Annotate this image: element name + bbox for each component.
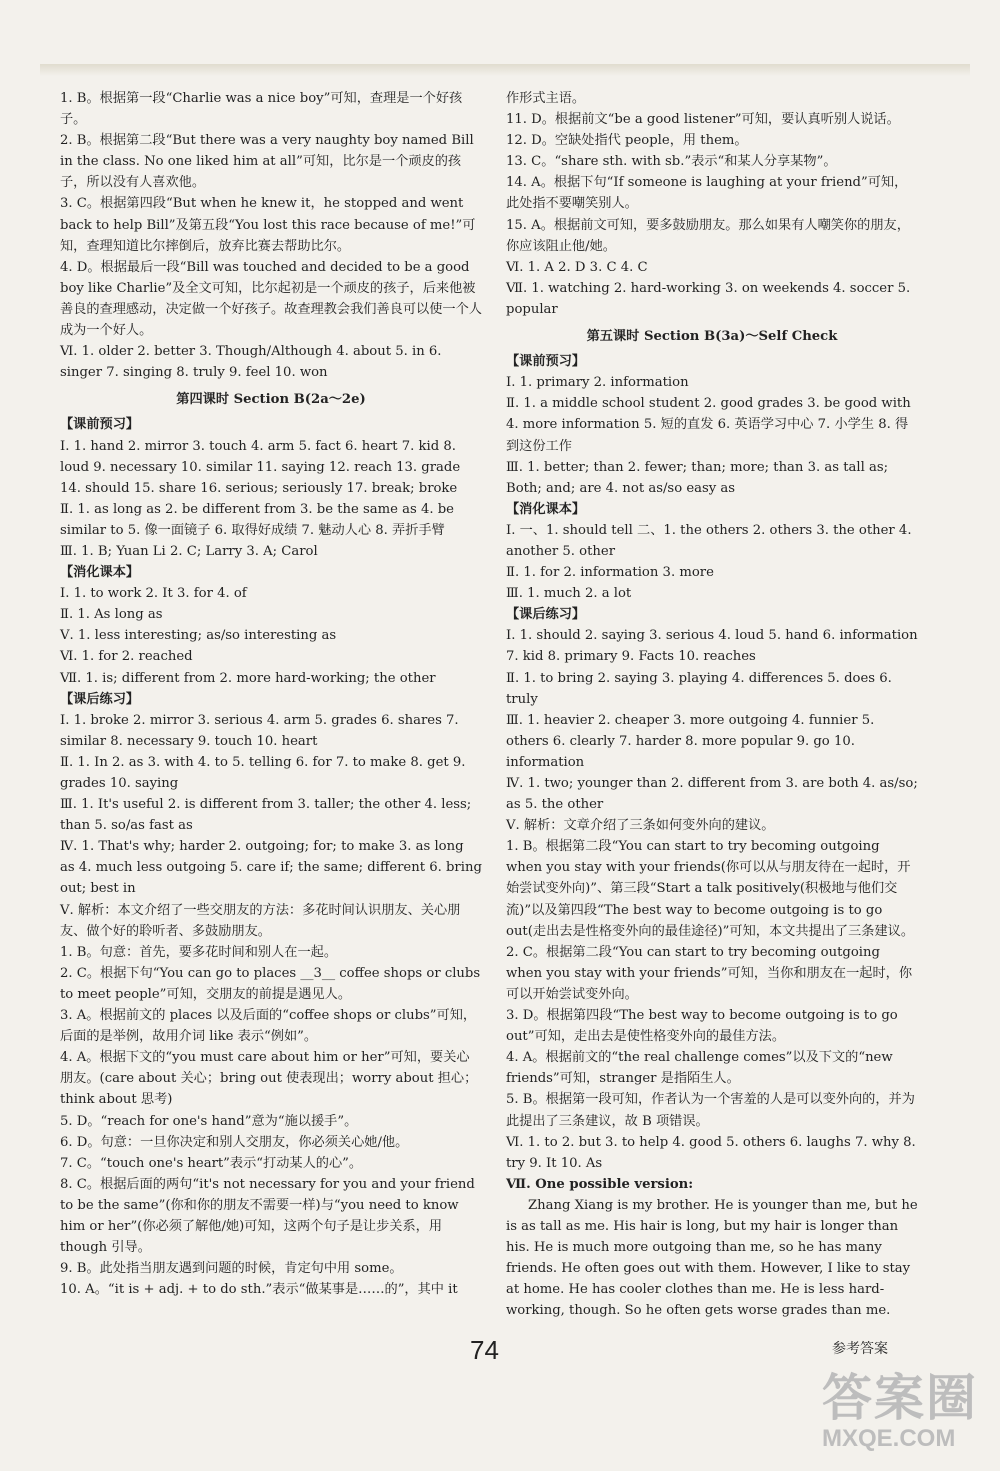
answer-line: 13. C。“share sth. with sb.”表示“和某人分享某物”。 <box>506 154 837 170</box>
answer-line: Ⅳ. 1. That's why; harder 2. outgoing; for; to make 3. as long as 4. much less outgoing 5. care if; the same; different 6. bring out; best in <box>60 839 482 897</box>
watermark-url: MXQE.COM <box>822 1425 956 1452</box>
answer-line: 3. A。根据前文的 places 以及后面的“coffee shops or clubs”可知，后面的是举例，故用介词 like 表示“例如”。 <box>60 1008 477 1045</box>
answer-line: Ⅱ. 1. a middle school student 2. good grades 3. be good with 4. more information 5. 短的直发 6. 英语学习中心 7. 小学生 8. 得到这份工作 <box>506 396 911 454</box>
answer-line: 4. A。根据下文的“you must care about him or her”可知，要关心朋友。(care about 关心；bring out 使表现出；worry about 担心；think about 思考) <box>60 1050 478 1108</box>
section-heading: 【消化课本】 <box>506 501 586 517</box>
answer-line: Ⅰ. 一、1. should tell 二、1. the others 2. others 3. the other 4. another 5. other <box>506 522 912 559</box>
answer-line: 4. D。根据最后一段“Bill was touched and decided to be a good boy like Charlie”及全文可知，比尔起初是一个顽皮的孩子，后来他被善良的查理感动，决定做一个好孩子。故查理教会我们善良可以使一个人成为一个好人。 <box>60 259 482 339</box>
answer-line: Ⅰ. 1. hand 2. mirror 3. touch 4. arm 5. fact 6. heart 7. kid 8. loud 9. necessary 10. similar 11. saying 12. reach 13. grade 14. should 15. share 16. serious; seriously 17. break; broke <box>60 438 461 496</box>
section-heading: 【消化课本】 <box>60 565 140 581</box>
answer-line: 2. C。根据第二段“You can start to try becoming outgoing when you stay with your friends”可知，当你和朋友在一起时，你可以开始尝试变外向。 <box>506 944 913 1002</box>
top-scan-edge <box>40 64 970 76</box>
section-title: 第五课时 Section B(3a)～Self Check <box>586 329 838 345</box>
answer-line: 2. C。根据下句“You can go to places __3__ coffee shops or clubs to meet people”可知，交朋友的前提是遇见人。 <box>60 965 481 1002</box>
answer-line: 4. A。根据前文的“the real challenge comes”以及下文的“new friends”可知，stranger 是指陌生人。 <box>506 1050 893 1087</box>
watermark-logo <box>822 1370 980 1458</box>
answer-line: 3. D。根据第四段“The best way to become outgoing is to go out”可知，走出去是使性格变外向的最佳方法。 <box>506 1008 898 1045</box>
answer-line: Ⅴ. 解析：本文介绍了一些交朋友的方法：多花时间认识朋友、关心朋友、做个好的聆听者、多鼓励朋友。 <box>60 902 461 939</box>
answer-line: 10. A。“it is + adj. + to do sth.”表示“做某事是……的”，其中 it <box>60 1282 458 1298</box>
section-heading: 【课前预习】 <box>506 354 586 370</box>
answer-line: Ⅴ. 1. less interesting; as/so interesting as <box>60 628 337 644</box>
answer-line: 1. B。根据第二段“You can start to try becoming outgoing when you stay with your friends(你可以从与朋友待在一起时，开始尝试变外向)”、第三段“Start a talk positively(积极地与他们交流)”以及第四段“The best way to become outgoing is to go out(走出去是性格变外向的最佳途径)”可知，本文共提出了三条建议。 <box>506 839 915 939</box>
answer-line: Ⅱ. 1. for 2. information 3. more <box>506 565 714 581</box>
answer-line: Ⅲ. 1. better; than 2. fewer; than; more; than 3. as tall as; Both; and; are 4. not as/so easy as <box>506 459 889 496</box>
answer-line: 9. B。此处指当朋友遇到问题的时候，肯定句中用 some。 <box>60 1261 403 1277</box>
answer-line: Ⅵ. 1. for 2. reached <box>60 649 193 665</box>
answer-line: 15. A。根据前文可知，要多鼓励朋友。那么如果有人嘲笑你的朋友，你应该阻止他/她。 <box>506 217 910 254</box>
answer-line: Ⅱ. 1. In 2. as 3. with 4. to 5. telling 6. for 7. to make 8. get 9. grades 10. saying <box>60 754 466 791</box>
answer-line: 2. B。根据第二段“But there was a very naughty boy named Bill in the class. No one liked him at all”可知，比尔是一个顽皮的孩子，所以没有人喜欢他。 <box>60 133 474 191</box>
answer-line: Ⅱ. 1. as long as 2. be different from 3. be the same as 4. be similar to 5. 像一面镜子 6. 取得好成绩 7. 魅动人心 8. 弄折手臂 <box>60 501 454 538</box>
section-heading: 【课后练习】 <box>506 607 586 623</box>
section-heading: 【课后练习】 <box>60 691 140 707</box>
footer-label: 参考答案 <box>832 1341 888 1357</box>
answer-line: 1. B。句意：首先，要多花时间和别人在一起。 <box>60 944 338 960</box>
watermark-text: 答案圈 <box>822 1370 978 1426</box>
answer-line: 3. C。根据第四段“But when he knew it，he stopped and went back to help Bill”及第五段“You lost this race because of me!”可知，查理知道比尔摔倒后，放弃比赛去帮助比尔。 <box>60 196 476 254</box>
answer-line: Ⅵ. 1. older 2. better 3. Though/Although 4. about 5. in 6. singer 7. singing 8. truly 9. feel 10. won <box>60 344 442 381</box>
section-heading: 【课前预习】 <box>60 417 140 433</box>
answer-line: 8. C。根据后面的两句“it's not necessary for you and your friend to be the same”(你和你的朋友不需要一样)与“you need to know him or her”(你必须了解他/她)可知，这两个句子是让步关系，用 though 引导。 <box>60 1176 475 1256</box>
answer-line: 1. B。根据第一段“Charlie was a nice boy”可知，查理是一个好孩子。 <box>60 91 463 128</box>
answer-line: Ⅱ. 1. to bring 2. saying 3. playing 4. differences 5. does 6. truly <box>506 670 892 707</box>
answer-line: 14. A。根据下句“If someone is laughing at your friend”可知，此处指不要嘲笑别人。 <box>506 175 908 212</box>
answer-line: Ⅴ. 解析：文章介绍了三条如何变外向的建议。 <box>506 818 775 834</box>
answer-line: Ⅵ. 1. to 2. but 3. to help 4. good 5. others 6. laughs 7. why 8. try 9. It 10. As <box>506 1134 916 1171</box>
answer-line: 11. D。根据前文“be a good listener”可知，要认真听别人说话。 <box>506 112 900 128</box>
answer-line: Ⅰ. 1. should 2. saying 3. serious 4. loud 5. hand 6. information 7. kid 8. primary 9. Facts 10. reaches <box>506 628 918 665</box>
answer-line: Ⅵ. 1. A 2. D 3. C 4. C <box>506 259 648 275</box>
left-column <box>60 88 482 1300</box>
answer-line: Ⅲ. 1. heavier 2. cheaper 3. more outgoing 4. funnier 5. others 6. clearly 7. harder 8. more popular 9. go 10. information <box>506 712 875 770</box>
answer-line: Ⅰ. 1. primary 2. information <box>506 375 689 391</box>
answer-line: 作形式主语。 <box>506 91 586 106</box>
answer-line: Ⅶ. 1. watching 2. hard-working 3. on weekends 4. soccer 5. popular <box>506 280 911 317</box>
answer-line: 5. B。根据第一段可知，作者认为一个害羞的人是可以变外向的，并为此提出了三条建议，故 B 项错误。 <box>506 1092 915 1129</box>
answer-line: Ⅱ. 1. As long as <box>60 607 163 623</box>
answer-line: Ⅰ. 1. broke 2. mirror 3. serious 4. arm 5. grades 6. shares 7. similar 8. necessary 9. touch 10. heart <box>60 712 459 749</box>
section-title: 第四课时 Section B(2a～2e) <box>176 392 366 408</box>
answer-line: Ⅳ. 1. two; younger than 2. different from 3. are both 4. as/so; as 5. the other <box>506 776 918 813</box>
answer-line: Ⅲ. 1. B; Yuan Li 2. C; Larry 3. A; Carol <box>60 543 318 559</box>
section-heading: Ⅶ. One possible version: <box>506 1176 694 1192</box>
page-number: 74 <box>470 1335 499 1365</box>
answer-line: 12. D。空缺处指代 people，用 them。 <box>506 133 748 149</box>
answer-line: Ⅲ. 1. much 2. a lot <box>506 586 632 602</box>
answer-line: Ⅰ. 1. to work 2. It 3. for 4. of <box>60 586 247 602</box>
answer-line: Zhang Xiang is my brother. He is younger than me, but he is as tall as me. His hair is long, but my hair is longer than his. He is much more outgoing than me, so he has many friends. He often goes out with them. However, I like to stay at home. He has cooler clothes than me. He is less hard-working, though. So he often gets worse grades than me. <box>506 1197 918 1319</box>
answer-line: 6. D。句意：一旦你决定和别人交朋友，你必须关心她/他。 <box>60 1134 409 1150</box>
answer-line: Ⅲ. 1. It's useful 2. is different from 3. taller; the other 4. less; than 5. so/as fast as <box>60 797 472 834</box>
answer-line: 5. D。“reach for one's hand”意为“施以援手”。 <box>60 1113 358 1129</box>
right-column <box>506 88 918 1321</box>
answer-line: Ⅶ. 1. is; different from 2. more hard-working; the other <box>60 670 436 686</box>
answer-line: 7. C。“touch one's heart”表示“打动某人的心”。 <box>60 1155 363 1171</box>
